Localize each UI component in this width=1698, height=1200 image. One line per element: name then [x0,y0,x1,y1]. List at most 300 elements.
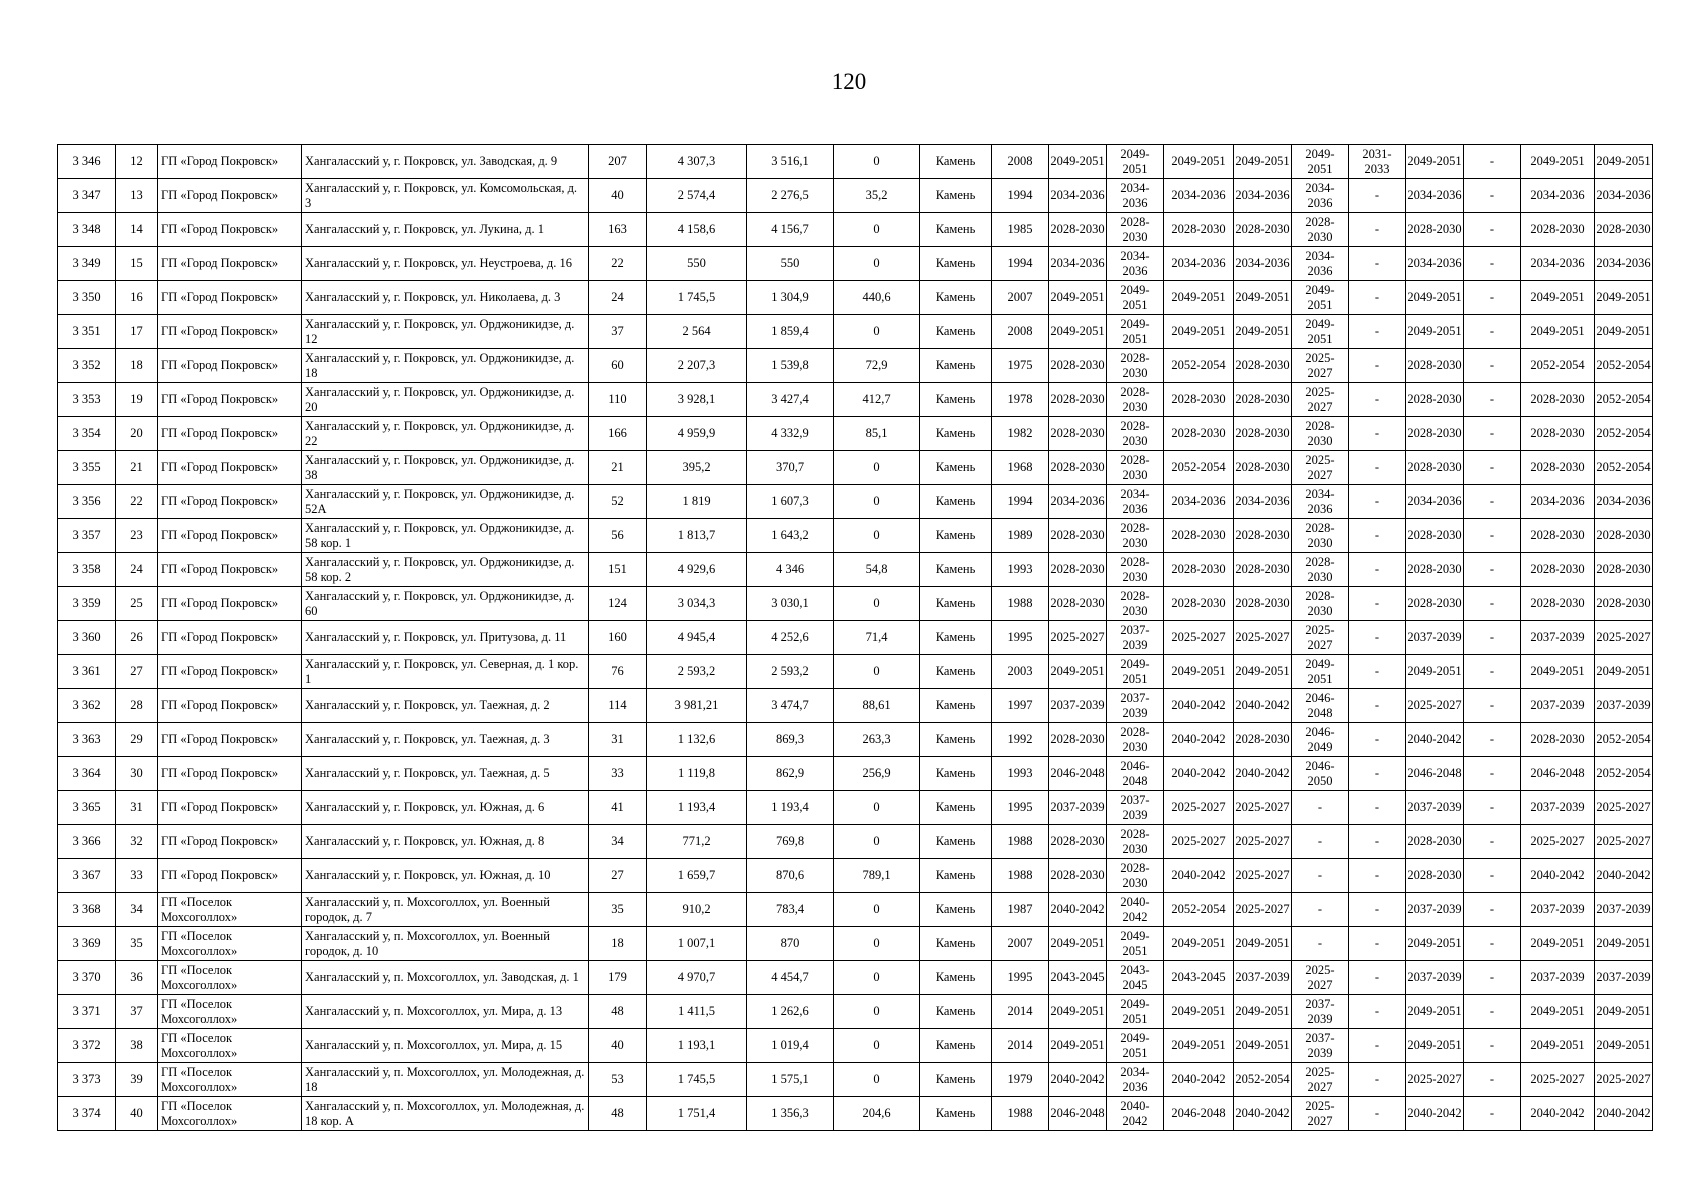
address-cell: Хангаласский у, г. Покровск, ул. Неустроева, д. 16 [302,247,589,281]
period-7-cell: 2034-2036 [1406,485,1464,519]
period-5-cell: - [1292,859,1349,893]
table-row [58,145,1653,179]
period-3-cell: 2025-2027 [1164,791,1234,825]
table-row [58,485,1653,519]
wall-material-cell: Камень [920,247,992,281]
period-3-cell: 2034-2036 [1164,179,1234,213]
period-3-cell: 2040-2042 [1164,1063,1234,1097]
period-5-cell: 2049-2051 [1292,315,1349,349]
period-9-cell: 2046-2048 [1521,757,1595,791]
record-number-cell: 3 373 [58,1063,116,1097]
address-cell: Хангаласский у, г. Покровск, ул. Орджоникидзе, д. 52А [302,485,589,519]
period-7-cell: 2028-2030 [1406,417,1464,451]
period-2-cell: 2028-2030 [1107,213,1164,247]
period-2-cell: 2028-2030 [1107,349,1164,383]
nonliving-area-cell: 263,3 [834,723,920,757]
period-7-cell: 2040-2042 [1406,1097,1464,1131]
period-7-cell: 2037-2039 [1406,961,1464,995]
period-9-cell: 2028-2030 [1521,553,1595,587]
period-10-cell: 2028-2030 [1595,553,1653,587]
period-6-cell: - [1349,621,1406,655]
settlement-name-cell: ГП «Город Покровск» [158,723,302,757]
period-3-cell: 2040-2042 [1164,723,1234,757]
period-6-cell: - [1349,1029,1406,1063]
table-row [58,621,1653,655]
living-area-cell: 1 575,1 [747,1063,834,1097]
period-7-cell: 2025-2027 [1406,689,1464,723]
living-area-cell: 769,8 [747,825,834,859]
row-index-cell: 23 [116,519,158,553]
period-5-cell: 2025-2027 [1292,383,1349,417]
wall-material-cell: Камень [920,859,992,893]
period-1-cell: 2028-2030 [1049,723,1107,757]
nonliving-area-cell: 0 [834,1029,920,1063]
total-area-cell: 2 593,2 [647,655,747,689]
period-5-cell: - [1292,825,1349,859]
build-year-cell: 1988 [992,587,1049,621]
period-8-cell: - [1464,1097,1521,1131]
period-9-cell: 2049-2051 [1521,315,1595,349]
total-area-cell: 4 945,4 [647,621,747,655]
table-row [58,995,1653,1029]
period-3-cell: 2025-2027 [1164,825,1234,859]
nonliving-area-cell: 0 [834,213,920,247]
period-7-cell: 2049-2051 [1406,281,1464,315]
period-6-cell: - [1349,587,1406,621]
period-6-cell: - [1349,859,1406,893]
period-5-cell: 2025-2027 [1292,349,1349,383]
total-area-cell: 1 745,5 [647,281,747,315]
period-4-cell: 2052-2054 [1234,1063,1292,1097]
nonliving-area-cell: 35,2 [834,179,920,213]
living-area-cell: 4 252,6 [747,621,834,655]
wall-material-cell: Камень [920,485,992,519]
wall-material-cell: Камень [920,1097,992,1131]
build-year-cell: 1988 [992,1097,1049,1131]
period-7-cell: 2025-2027 [1406,1063,1464,1097]
settlement-name-cell: ГП «Поселок Мохсоголлох» [158,961,302,995]
period-6-cell: - [1349,349,1406,383]
period-4-cell: 2028-2030 [1234,383,1292,417]
wall-material-cell: Камень [920,519,992,553]
period-10-cell: 2052-2054 [1595,349,1653,383]
value-col5-cell: 27 [589,859,647,893]
period-4-cell: 2037-2039 [1234,961,1292,995]
period-4-cell: 2034-2036 [1234,179,1292,213]
period-4-cell: 2025-2027 [1234,791,1292,825]
wall-material-cell: Камень [920,1029,992,1063]
value-col5-cell: 76 [589,655,647,689]
nonliving-area-cell: 0 [834,791,920,825]
living-area-cell: 1 643,2 [747,519,834,553]
period-1-cell: 2046-2048 [1049,1097,1107,1131]
period-2-cell: 2049-2051 [1107,655,1164,689]
period-8-cell: - [1464,859,1521,893]
period-7-cell: 2034-2036 [1406,247,1464,281]
nonliving-area-cell: 0 [834,961,920,995]
period-4-cell: 2049-2051 [1234,655,1292,689]
record-number-cell: 3 369 [58,927,116,961]
settlement-name-cell: ГП «Город Покровск» [158,825,302,859]
total-area-cell: 1 193,1 [647,1029,747,1063]
period-9-cell: 2037-2039 [1521,961,1595,995]
settlement-name-cell: ГП «Город Покровск» [158,213,302,247]
period-7-cell: 2028-2030 [1406,519,1464,553]
value-col5-cell: 179 [589,961,647,995]
period-5-cell: 2028-2030 [1292,417,1349,451]
living-area-cell: 870,6 [747,859,834,893]
period-1-cell: 2040-2042 [1049,1063,1107,1097]
build-year-cell: 2014 [992,1029,1049,1063]
wall-material-cell: Камень [920,893,992,927]
period-9-cell: 2028-2030 [1521,587,1595,621]
settlement-name-cell: ГП «Город Покровск» [158,519,302,553]
address-cell: Хангаласский у, г. Покровск, ул. Орджоникидзе, д. 58 кор. 2 [302,553,589,587]
table-row [58,825,1653,859]
period-8-cell: - [1464,553,1521,587]
total-area-cell: 3 981,21 [647,689,747,723]
period-5-cell: 2046-2049 [1292,723,1349,757]
period-9-cell: 2052-2054 [1521,349,1595,383]
nonliving-area-cell: 88,61 [834,689,920,723]
living-area-cell: 3 030,1 [747,587,834,621]
wall-material-cell: Камень [920,213,992,247]
period-3-cell: 2034-2036 [1164,485,1234,519]
living-area-cell: 4 346 [747,553,834,587]
period-6-cell: - [1349,723,1406,757]
nonliving-area-cell: 0 [834,655,920,689]
value-col5-cell: 24 [589,281,647,315]
living-area-cell: 1 607,3 [747,485,834,519]
value-col5-cell: 48 [589,995,647,1029]
period-1-cell: 2043-2045 [1049,961,1107,995]
settlement-name-cell: ГП «Город Покровск» [158,179,302,213]
period-8-cell: - [1464,621,1521,655]
nonliving-area-cell: 0 [834,825,920,859]
period-10-cell: 2028-2030 [1595,519,1653,553]
period-9-cell: 2049-2051 [1521,145,1595,179]
period-3-cell: 2043-2045 [1164,961,1234,995]
period-8-cell: - [1464,519,1521,553]
period-7-cell: 2028-2030 [1406,587,1464,621]
address-cell: Хангаласский у, п. Мохсоголлох, ул. Молодежная, д. 18 [302,1063,589,1097]
living-area-cell: 1 262,6 [747,995,834,1029]
record-number-cell: 3 372 [58,1029,116,1063]
total-area-cell: 3 034,3 [647,587,747,621]
period-7-cell: 2046-2048 [1406,757,1464,791]
period-3-cell: 2028-2030 [1164,587,1234,621]
row-index-cell: 29 [116,723,158,757]
period-10-cell: 2034-2036 [1595,179,1653,213]
row-index-cell: 31 [116,791,158,825]
period-1-cell: 2028-2030 [1049,553,1107,587]
period-4-cell: 2040-2042 [1234,757,1292,791]
build-year-cell: 1994 [992,247,1049,281]
period-4-cell: 2049-2051 [1234,927,1292,961]
wall-material-cell: Камень [920,961,992,995]
period-7-cell: 2028-2030 [1406,451,1464,485]
total-area-cell: 1 819 [647,485,747,519]
row-index-cell: 14 [116,213,158,247]
value-col5-cell: 52 [589,485,647,519]
record-number-cell: 3 371 [58,995,116,1029]
total-area-cell: 550 [647,247,747,281]
period-3-cell: 2049-2051 [1164,1029,1234,1063]
living-area-cell: 3 516,1 [747,145,834,179]
value-col5-cell: 114 [589,689,647,723]
period-2-cell: 2049-2051 [1107,1029,1164,1063]
value-col5-cell: 163 [589,213,647,247]
period-9-cell: 2025-2027 [1521,825,1595,859]
record-number-cell: 3 357 [58,519,116,553]
row-index-cell: 17 [116,315,158,349]
period-3-cell: 2034-2036 [1164,247,1234,281]
table-row [58,1063,1653,1097]
period-6-cell: - [1349,213,1406,247]
period-6-cell: - [1349,927,1406,961]
period-6-cell: - [1349,689,1406,723]
build-year-cell: 1997 [992,689,1049,723]
settlement-name-cell: ГП «Город Покровск» [158,485,302,519]
table-row [58,655,1653,689]
build-year-cell: 1968 [992,451,1049,485]
period-4-cell: 2028-2030 [1234,587,1292,621]
table-row [58,723,1653,757]
period-10-cell: 2049-2051 [1595,995,1653,1029]
period-5-cell: 2025-2027 [1292,451,1349,485]
period-1-cell: 2034-2036 [1049,179,1107,213]
period-8-cell: - [1464,1029,1521,1063]
living-area-cell: 1 356,3 [747,1097,834,1131]
table-row [58,893,1653,927]
period-1-cell: 2049-2051 [1049,281,1107,315]
row-index-cell: 27 [116,655,158,689]
table-row [58,553,1653,587]
settlement-name-cell: ГП «Поселок Мохсоголлох» [158,1029,302,1063]
settlement-name-cell: ГП «Город Покровск» [158,315,302,349]
table-row [58,281,1653,315]
build-year-cell: 1987 [992,893,1049,927]
period-7-cell: 2028-2030 [1406,553,1464,587]
period-6-cell: - [1349,553,1406,587]
table-row [58,1097,1653,1131]
build-year-cell: 1993 [992,757,1049,791]
nonliving-area-cell: 0 [834,519,920,553]
build-year-cell: 1988 [992,825,1049,859]
build-year-cell: 2007 [992,927,1049,961]
period-3-cell: 2049-2051 [1164,315,1234,349]
living-area-cell: 370,7 [747,451,834,485]
total-area-cell: 3 928,1 [647,383,747,417]
row-index-cell: 22 [116,485,158,519]
nonliving-area-cell: 0 [834,927,920,961]
period-7-cell: 2049-2051 [1406,655,1464,689]
build-year-cell: 1995 [992,621,1049,655]
value-col5-cell: 160 [589,621,647,655]
build-year-cell: 2014 [992,995,1049,1029]
living-area-cell: 1 193,4 [747,791,834,825]
period-2-cell: 2049-2051 [1107,145,1164,179]
period-3-cell: 2049-2051 [1164,995,1234,1029]
period-7-cell: 2049-2051 [1406,145,1464,179]
period-4-cell: 2025-2027 [1234,893,1292,927]
period-6-cell: - [1349,281,1406,315]
period-4-cell: 2028-2030 [1234,417,1292,451]
nonliving-area-cell: 204,6 [834,1097,920,1131]
period-10-cell: 2034-2036 [1595,247,1653,281]
total-area-cell: 1 745,5 [647,1063,747,1097]
period-8-cell: - [1464,179,1521,213]
period-4-cell: 2025-2027 [1234,621,1292,655]
period-5-cell: 2049-2051 [1292,655,1349,689]
period-10-cell: 2040-2042 [1595,859,1653,893]
period-2-cell: 2028-2030 [1107,553,1164,587]
period-8-cell: - [1464,995,1521,1029]
period-4-cell: 2049-2051 [1234,145,1292,179]
settlement-name-cell: ГП «Город Покровск» [158,417,302,451]
period-1-cell: 2049-2051 [1049,1029,1107,1063]
address-cell: Хангаласский у, г. Покровск, ул. Орджоникидзе, д. 22 [302,417,589,451]
period-9-cell: 2034-2036 [1521,247,1595,281]
period-4-cell: 2028-2030 [1234,213,1292,247]
period-5-cell: 2028-2030 [1292,213,1349,247]
period-10-cell: 2037-2039 [1595,961,1653,995]
nonliving-area-cell: 0 [834,893,920,927]
value-col5-cell: 33 [589,757,647,791]
record-number-cell: 3 367 [58,859,116,893]
address-cell: Хангаласский у, г. Покровск, ул. Таежная, д. 5 [302,757,589,791]
table-row [58,451,1653,485]
period-1-cell: 2049-2051 [1049,995,1107,1029]
period-2-cell: 2034-2036 [1107,1063,1164,1097]
period-2-cell: 2034-2036 [1107,179,1164,213]
build-year-cell: 2008 [992,145,1049,179]
living-area-cell: 1 304,9 [747,281,834,315]
table-row [58,213,1653,247]
row-index-cell: 19 [116,383,158,417]
record-number-cell: 3 374 [58,1097,116,1131]
nonliving-area-cell: 256,9 [834,757,920,791]
period-6-cell: - [1349,247,1406,281]
record-number-cell: 3 359 [58,587,116,621]
value-col5-cell: 37 [589,315,647,349]
settlement-name-cell: ГП «Город Покровск» [158,451,302,485]
wall-material-cell: Камень [920,927,992,961]
record-number-cell: 3 352 [58,349,116,383]
period-8-cell: - [1464,961,1521,995]
period-2-cell: 2028-2030 [1107,587,1164,621]
nonliving-area-cell: 0 [834,451,920,485]
table-row [58,689,1653,723]
address-cell: Хангаласский у, п. Мохсоголлох, ул. Мира, д. 13 [302,995,589,1029]
build-year-cell: 2008 [992,315,1049,349]
table-row [58,519,1653,553]
record-number-cell: 3 348 [58,213,116,247]
settlement-name-cell: ГП «Город Покровск» [158,757,302,791]
period-4-cell: 2028-2030 [1234,451,1292,485]
period-10-cell: 2049-2051 [1595,655,1653,689]
nonliving-area-cell: 0 [834,315,920,349]
row-index-cell: 33 [116,859,158,893]
record-number-cell: 3 346 [58,145,116,179]
period-8-cell: - [1464,349,1521,383]
period-8-cell: - [1464,145,1521,179]
period-7-cell: 2028-2030 [1406,383,1464,417]
total-area-cell: 1 193,4 [647,791,747,825]
period-3-cell: 2040-2042 [1164,859,1234,893]
record-number-cell: 3 347 [58,179,116,213]
period-6-cell: - [1349,1063,1406,1097]
wall-material-cell: Камень [920,1063,992,1097]
period-10-cell: 2037-2039 [1595,893,1653,927]
living-area-cell: 550 [747,247,834,281]
wall-material-cell: Камень [920,417,992,451]
period-4-cell: 2025-2027 [1234,859,1292,893]
period-2-cell: 2040-2042 [1107,1097,1164,1131]
address-cell: Хангаласский у, п. Мохсоголлох, ул. Мира, д. 15 [302,1029,589,1063]
build-year-cell: 2007 [992,281,1049,315]
period-9-cell: 2028-2030 [1521,417,1595,451]
period-5-cell: - [1292,893,1349,927]
record-number-cell: 3 364 [58,757,116,791]
build-year-cell: 1992 [992,723,1049,757]
total-area-cell: 2 564 [647,315,747,349]
period-4-cell: 2028-2030 [1234,349,1292,383]
total-area-cell: 4 158,6 [647,213,747,247]
total-area-cell: 1 659,7 [647,859,747,893]
period-1-cell: 2028-2030 [1049,349,1107,383]
period-10-cell: 2037-2039 [1595,689,1653,723]
total-area-cell: 771,2 [647,825,747,859]
period-7-cell: 2028-2030 [1406,349,1464,383]
value-col5-cell: 21 [589,451,647,485]
nonliving-area-cell: 0 [834,995,920,1029]
nonliving-area-cell: 54,8 [834,553,920,587]
address-cell: Хангаласский у, г. Покровск, ул. Орджоникидзе, д. 58 кор. 1 [302,519,589,553]
wall-material-cell: Камень [920,349,992,383]
period-1-cell: 2028-2030 [1049,825,1107,859]
period-6-cell: - [1349,519,1406,553]
period-2-cell: 2049-2051 [1107,927,1164,961]
value-col5-cell: 31 [589,723,647,757]
period-5-cell: 2028-2030 [1292,553,1349,587]
period-10-cell: 2049-2051 [1595,315,1653,349]
period-6-cell: - [1349,995,1406,1029]
address-cell: Хангаласский у, г. Покровск, ул. Южная, д. 6 [302,791,589,825]
settlement-name-cell: ГП «Город Покровск» [158,689,302,723]
period-2-cell: 2037-2039 [1107,791,1164,825]
period-8-cell: - [1464,485,1521,519]
period-10-cell: 2049-2051 [1595,281,1653,315]
period-8-cell: - [1464,1063,1521,1097]
period-1-cell: 2049-2051 [1049,655,1107,689]
period-7-cell: 2040-2042 [1406,723,1464,757]
period-5-cell: - [1292,791,1349,825]
settlement-name-cell: ГП «Город Покровск» [158,383,302,417]
period-1-cell: 2028-2030 [1049,383,1107,417]
period-6-cell: - [1349,315,1406,349]
row-index-cell: 21 [116,451,158,485]
address-cell: Хангаласский у, г. Покровск, ул. Северная, д. 1 кор. 1 [302,655,589,689]
wall-material-cell: Камень [920,757,992,791]
wall-material-cell: Камень [920,825,992,859]
record-number-cell: 3 355 [58,451,116,485]
record-number-cell: 3 361 [58,655,116,689]
record-number-cell: 3 363 [58,723,116,757]
table-row [58,417,1653,451]
table-row [58,927,1653,961]
row-index-cell: 26 [116,621,158,655]
